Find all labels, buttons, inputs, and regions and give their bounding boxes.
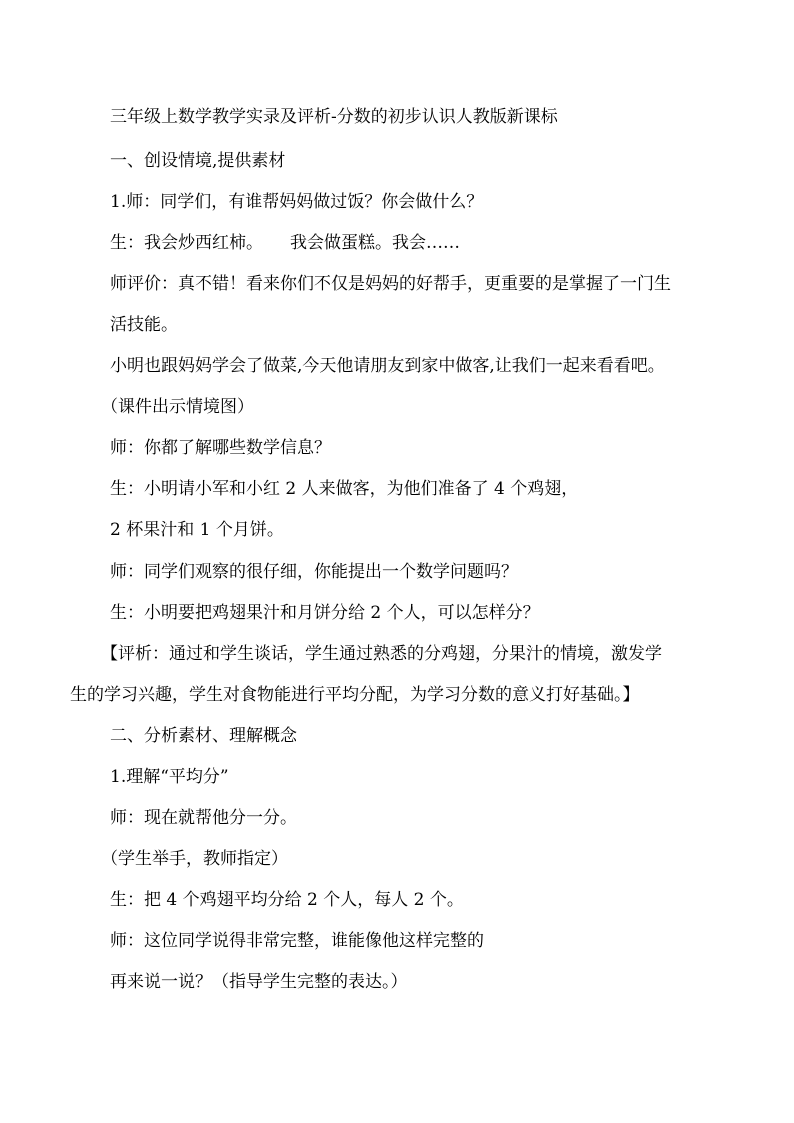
paragraph-line: 1.师：同学们，有谁帮妈妈做过饭？你会做什么？ (110, 192, 484, 212)
paragraph-line: 2 杯果汁和 1 个月饼。 (110, 520, 284, 540)
subsection-heading: 1.理解“平均分” (110, 767, 229, 787)
paragraph-line: 小明也跟妈妈学会了做菜,今天他请朋友到家中做客,让我们一起来看看吧。 (110, 356, 665, 376)
document-title: 三年级上数学教学实录及评析-分数的初步认识人教版新课标 (110, 107, 558, 127)
paragraph-line: 活技能。 (110, 315, 178, 335)
commentary-line: 【评析：通过和学生谈话，学生通过熟悉的分鸡翅，分果汁的情境，激发学 (101, 644, 662, 664)
commentary-line: 生的学习兴趣，学生对食物能进行平均分配，为学习分数的意义打好基础。】 (70, 685, 640, 705)
paragraph-line: 师：同学们观察的很仔细，你能提出一个数学问题吗？ (110, 562, 518, 582)
paragraph-line: 生：我会炒西红柿。 我会做蛋糕。我会…… (110, 233, 461, 253)
paragraph-line: 师：这位同学说得非常完整，谁能像他这样完整的 (110, 931, 484, 951)
paragraph-line: 生：小明请小军和小红 2 人来做客，为他们准备了 4 个鸡翅， (110, 479, 579, 499)
paragraph-line: 师：现在就帮他分一分。 (110, 808, 297, 828)
paragraph-line: 再来说一说？（指导学生完整的表达。） (110, 972, 408, 992)
section-heading-2: 二、分析素材、理解概念 (110, 726, 297, 746)
paragraph-line: 师：你都了解哪些数学信息？ (110, 438, 331, 458)
paragraph-line: 生：把 4 个鸡翅平均分给 2 个人，每人 2 个。 (110, 890, 464, 910)
paragraph-line: 师评价：真不错！看来你们不仅是妈妈的好帮手，更重要的是掌握了一门生 (110, 274, 671, 294)
paragraph-line: （课件出示情境图） (101, 397, 254, 417)
paragraph-line: 生：小明要把鸡翅果汁和月饼分给 2 个人，可以怎样分？ (110, 603, 540, 623)
paragraph-line: （学生举手，教师指定） (101, 849, 288, 869)
section-heading-1: 一、创设情境,提供素材 (110, 151, 286, 171)
